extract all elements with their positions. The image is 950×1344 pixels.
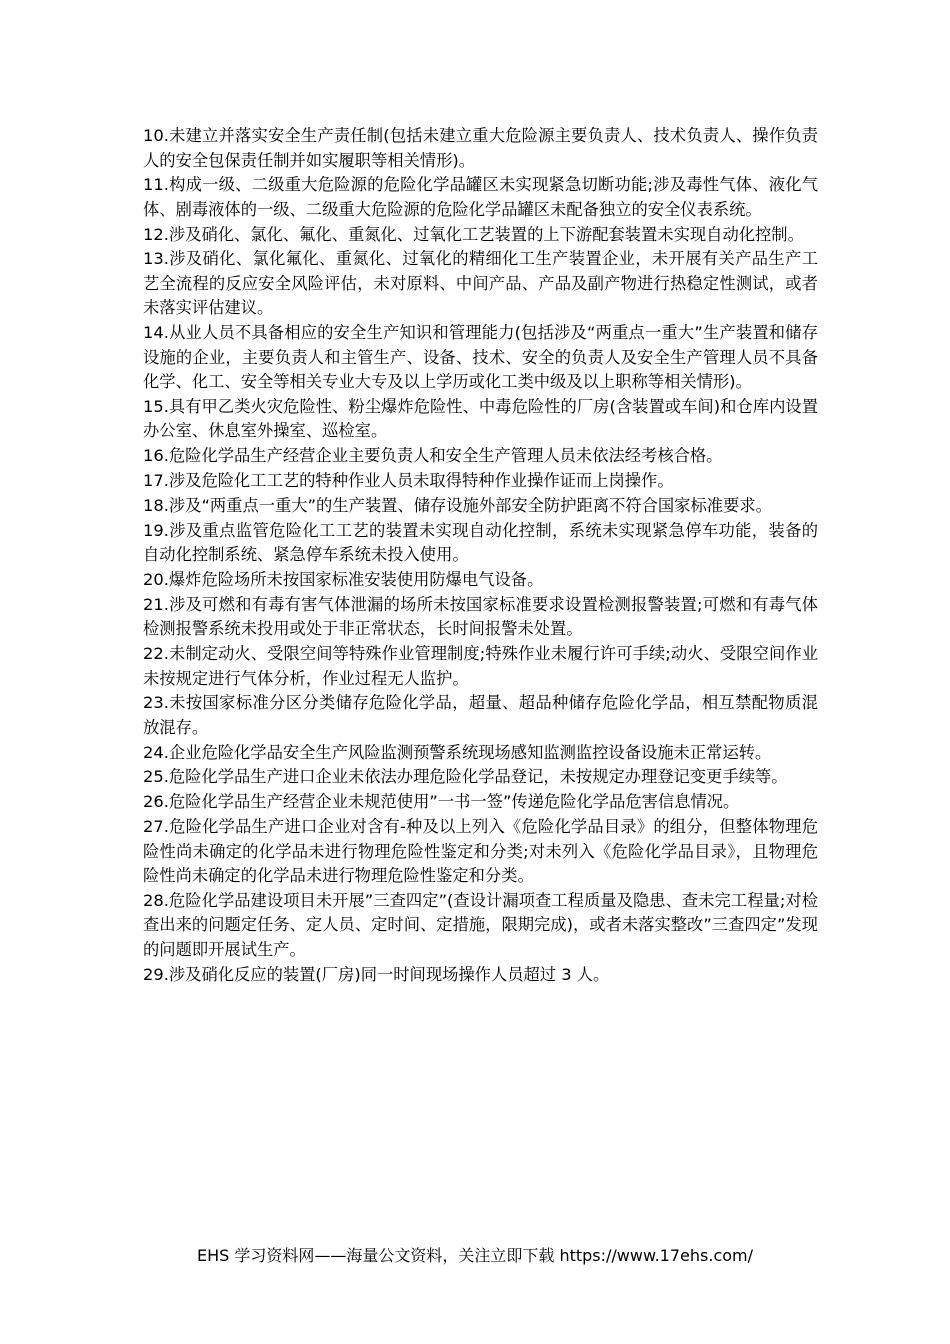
- list-item: 24.企业危险化学品安全生产风险监测预警系统现场感知监测监控设备设施未正常运转。: [143, 742, 772, 762]
- list-item: 20.爆炸危险场所未按国家标准安装使用防爆电气设备。: [143, 569, 544, 589]
- page-footer: EHS 学习资料网——海量公文资料，关注立即下载 https://www.17ehs.com/: [196, 1246, 754, 1265]
- list-item: 25.危险化学品生产进口企业未依法办理危险化学品登记，未按规定办理登记变更手续等。: [143, 767, 788, 787]
- document-body: [143, 124, 818, 987]
- list-item: 19.涉及重点监管危险化工工艺的装置未实现自动化控制，系统未实现紧急停车功能，装备的自动化控制系统、紧急停车系统未投入使用。: [143, 520, 818, 565]
- list-item: 16.危险化学品生产经营企业主要负责人和安全生产管理人员未依法经考核合格。: [143, 446, 723, 466]
- list-item: 23.未按国家标准分区分类储存危险化学品，超量、超品种储存危险化学品，相互禁配物质混放混存。: [143, 693, 818, 737]
- list-item: 26.危险化学品生产经营企业未规范使用”一书一签”传递危险化学品危害信息情况。: [143, 792, 740, 812]
- list-item: 17.涉及危险化工工艺的特种作业人员未取得特种作业操作证而上岗操作。: [143, 471, 674, 491]
- list-item: 11.构成一级、二级重大危险源的危险化学品罐区未实现紧急切断功能;涉及毒性气体、液化气体、剧毒液体的一级、二级重大危险源的危险化学品罐区未配备独立的安全仪表系统。: [143, 175, 818, 219]
- list-item: 21.涉及可燃和有毒有害气体泄漏的场所未按国家标准要求设置检测报警装置;可燃和有毒气体检测报警系统未投用或处于非正常状态，长时间报警未处置。: [143, 594, 818, 639]
- list-item: 15.具有甲乙类火灾危险性、粉尘爆炸危险性、中毒危险性的厂房(含装置或车间)和仓库内设置办公室、休息室外操室、巡检室。: [143, 396, 818, 441]
- list-item: 14.从业人员不具备相应的安全生产知识和管理能力(包括涉及“两重点一重大”生产装置和储存设施的企业，主要负责人和主管生产、设备、技术、安全的负责人及安全生产管理人员不具备化学、化工、安全等相关专业大专及以上学历或化工类中级及以上职称等相关情形)。: [143, 323, 818, 392]
- list-item: 13.涉及硝化、氯化氟化、重氮化、过氧化的精细化工生产装置企业，未开展有关产品生产工艺全流程的反应安全风险评估，未对原料、中间产品、产品及副产物进行热稳定性测试，或者未落实评估建议。: [143, 249, 818, 318]
- list-item: 22.未制定动火、受限空间等特殊作业管理制度;特殊作业未履行许可手续;动火、受限空间作业未按规定进行气体分析，作业过程无人监护。: [143, 644, 818, 688]
- list-item: 18.涉及“两重点一重大”的生产装置、储存设施外部安全防护距离不符合国家标准要求。: [143, 495, 772, 515]
- list-item: 29.涉及硝化反应的装置(厂房)同一时间现场操作人员超过 3 人。: [143, 964, 610, 984]
- list-item: 10.未建立并落实安全生产责任制(包括未建立重大危险源主要负责人、技术负责人、操作负责人的安全包保责任制并如实履职等相关情形)。: [143, 126, 818, 170]
- list-item: 27.危险化学品生产进口企业对含有-种及以上列入《危险化学品目录》的组分，但整体物理危险性尚未确定的化学品未进行物理危险性鉴定和分类;对未列入《危险化学品目录》，且物理危险性尚未确定的化学品未进行物理危险性鉴定和分类。: [143, 817, 818, 886]
- list-item: 28.危险化学品建设项目未开展”三查四定”(查设计漏项查工程质量及隐患、查未完工程量;对检查出来的问题定任务、定人员、定时间、定措施，限期完成)，或者未落实整改”三查四定”发现的问题即开展试生产。: [143, 890, 818, 959]
- list-item: 12.涉及硝化、氯化、氟化、重氮化、过氧化工艺装置的上下游配套装置未实现自动化控制。: [143, 224, 804, 244]
